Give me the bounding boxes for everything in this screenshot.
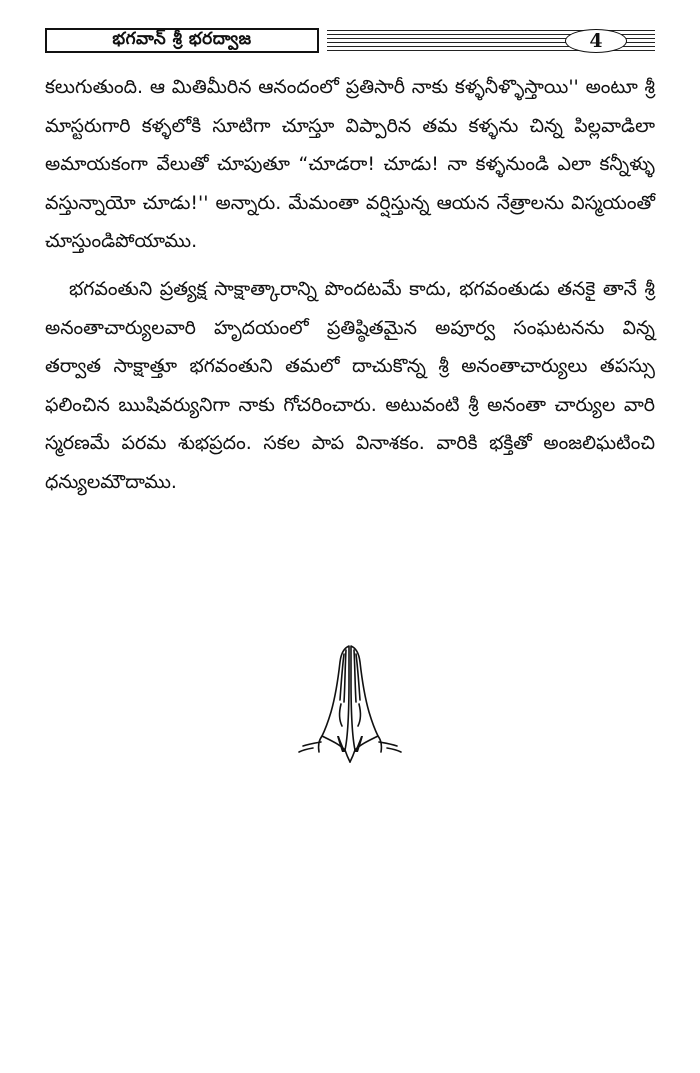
page-header xyxy=(45,28,655,56)
page-number: 4 xyxy=(565,29,627,53)
paragraph-2: భగవంతుని ప్రత్యక్ష సాక్షాత్కారాన్ని పొందటమే కాదు, భగవంతుడు తనకై తానే శ్రీ అనంతాచార్యులవారి హృదయంలో ప్రతిష్ఠితమైన అపూర్వ సంఘటనను విన్న తర్వాత సాక్షాత్తూ భగవంతుని తమలో దాచుకొన్న శ్రీ అనంతాచార్యులు తపస్సు ఫలించిన ఋషివర్యునిగా నాకు గోచరించారు. అటువంటి శ్రీ అనంతా చార్యుల వారి స్మరణమే పరమ శుభప్రదం. సకల పాప వినాశకం. వారికి భక్తితో అంజలిఘటించి ధన్యులమౌదాము. xyxy=(45,277,655,493)
praying-hands-icon xyxy=(295,640,405,765)
book-title: భగవాన్ శ్రీ భరద్వాజ xyxy=(45,28,319,53)
page-body xyxy=(45,68,655,502)
paragraph-1: కలుగుతుంది. ఆ మితిమీరిన ఆనందంలో ప్రతిసారీ నాకు కళ్ళనీళ్ళొస్తాయి'' అంటూ శ్రీ మాస్టరుగారి కళ్ళలోకి సూటిగా చూస్తూ విప్పారిన తమ కళ్ళను చిన్న పిల్లవాడిలా అమాయకంగా వేలుతో చూపుతూ “చూడరా! చూడు! నా కళ్ళనుండి ఎలా కన్నీళ్ళు వస్తున్నాయో చూడు!'' అన్నారు. మేమంతా వర్షిస్తున్న ఆయన నేత్రాలను విస్మయంతో చూస్తుండిపోయాము. xyxy=(45,76,655,253)
